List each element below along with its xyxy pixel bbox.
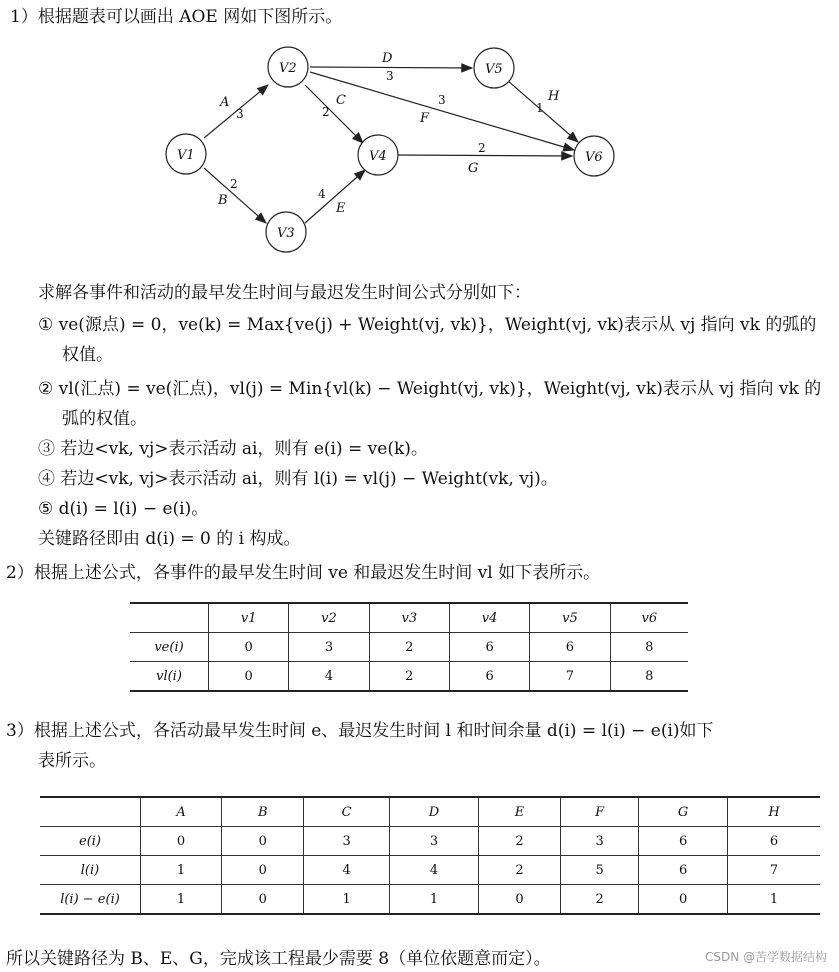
edge-d-weight: 3	[386, 69, 394, 83]
table-row: l(i) 1 0 4 4 2 5 6 7	[40, 856, 820, 885]
node-v3	[266, 212, 306, 252]
watermark: CSDN @苦学数据结构	[704, 950, 827, 964]
edge-g-label: G	[468, 161, 479, 176]
node-v5	[474, 48, 514, 88]
edge-c-label: C	[336, 93, 346, 108]
table-header-row: v1 v2 v3 v4 v5 v6	[130, 603, 688, 633]
edge-f-label: F	[420, 111, 430, 126]
edge-e-weight: 4	[318, 187, 326, 201]
table-row: ve(i) 0 3 2 6 6 8	[130, 633, 688, 662]
svg-text:V1: V1	[177, 148, 195, 163]
edge-f-weight: 3	[438, 93, 446, 107]
node-v2	[268, 47, 308, 87]
edge-f	[310, 72, 574, 150]
formula-2: ② vl(汇点) = ve(汇点)，vl(j) = Min{vl(k) − Weight(vj, vk)}，Weight(vj, vk)表示从 vj 指向 vk 的	[38, 379, 822, 399]
edge-b-label: B	[218, 193, 228, 208]
formula-1-cont: 权值。	[62, 345, 113, 365]
svg-text:V6: V6	[585, 150, 603, 165]
edge-h-weight: 1	[536, 101, 544, 115]
formula-5: ⑤ d(i) = l(i) − e(i)。	[38, 499, 209, 519]
edge-c	[305, 85, 363, 143]
svg-text:V3: V3	[277, 226, 295, 241]
node-v6	[574, 136, 614, 176]
edge-h-label: H	[548, 89, 560, 104]
event-time-table	[130, 602, 688, 692]
heading-1: 1）根据题表可以画出 AOE 网如下图所示。	[10, 7, 343, 27]
formula-1: ① ve(源点) = 0，ve(k) = Max{ve(j) + Weight(vj, vk)}，Weight(vj, vk)表示从 vj 指向 vk 的弧的	[38, 315, 817, 335]
svg-text:V5: V5	[485, 62, 503, 77]
edge-a-weight: 3	[236, 107, 244, 121]
formula-2-cont: 弧的权值。	[62, 409, 147, 429]
edge-d-label: D	[382, 51, 393, 66]
conclusion: 所以关键路径为 B、E、G，完成该工程最少需要 8（单位依题意而定）。	[6, 949, 551, 969]
edge-b-weight: 2	[230, 177, 238, 191]
svg-text:V2: V2	[279, 61, 297, 76]
formula-4: ④ 若边<vk, vj>表示活动 ai，则有 l(i) = vl(j) − Weight(vk, vj)。	[38, 469, 558, 489]
activity-time-table	[40, 796, 820, 915]
node-v1	[166, 134, 206, 174]
formula-intro: 求解各事件和活动的最早发生时间与最迟发生时间公式分别如下：	[38, 283, 531, 303]
edge-g	[396, 155, 572, 156]
edge-a-label: A	[220, 95, 230, 110]
table-row: vl(i) 0 4 2 6 7 8	[130, 662, 688, 692]
heading-3: 3）根据上述公式，各活动最早发生时间 e、最迟发生时间 l 和时间余量 d(i) = l(i) − e(i)如下	[6, 721, 714, 741]
edge-e	[305, 170, 365, 223]
heading-2: 2）根据上述公式，各事件的最早发生时间 ve 和最迟发生时间 vl 如下表所示。	[6, 563, 601, 583]
formula-3: ③ 若边<vk, vj>表示活动 ai，则有 e(i) = ve(k)。	[38, 439, 428, 459]
node-v4	[358, 135, 398, 175]
edge-d	[310, 67, 472, 68]
svg-text:V4: V4	[369, 149, 387, 164]
critical-path-def: 关键路径即由 d(i) = 0 的 i 构成。	[38, 529, 301, 549]
table-row: l(i) − e(i) 1 0 1 1 0 2 0 1	[40, 885, 820, 915]
edge-c-weight: 2	[322, 105, 330, 119]
heading-3-cont: 表所示。	[38, 751, 106, 771]
aoe-graph	[150, 40, 630, 255]
edge-e-label: E	[336, 201, 346, 216]
table-header-row: A B C D E F G H	[40, 797, 820, 827]
table-row: e(i) 0 0 3 3 2 3 6 6	[40, 827, 820, 856]
edge-g-weight: 2	[478, 141, 486, 155]
